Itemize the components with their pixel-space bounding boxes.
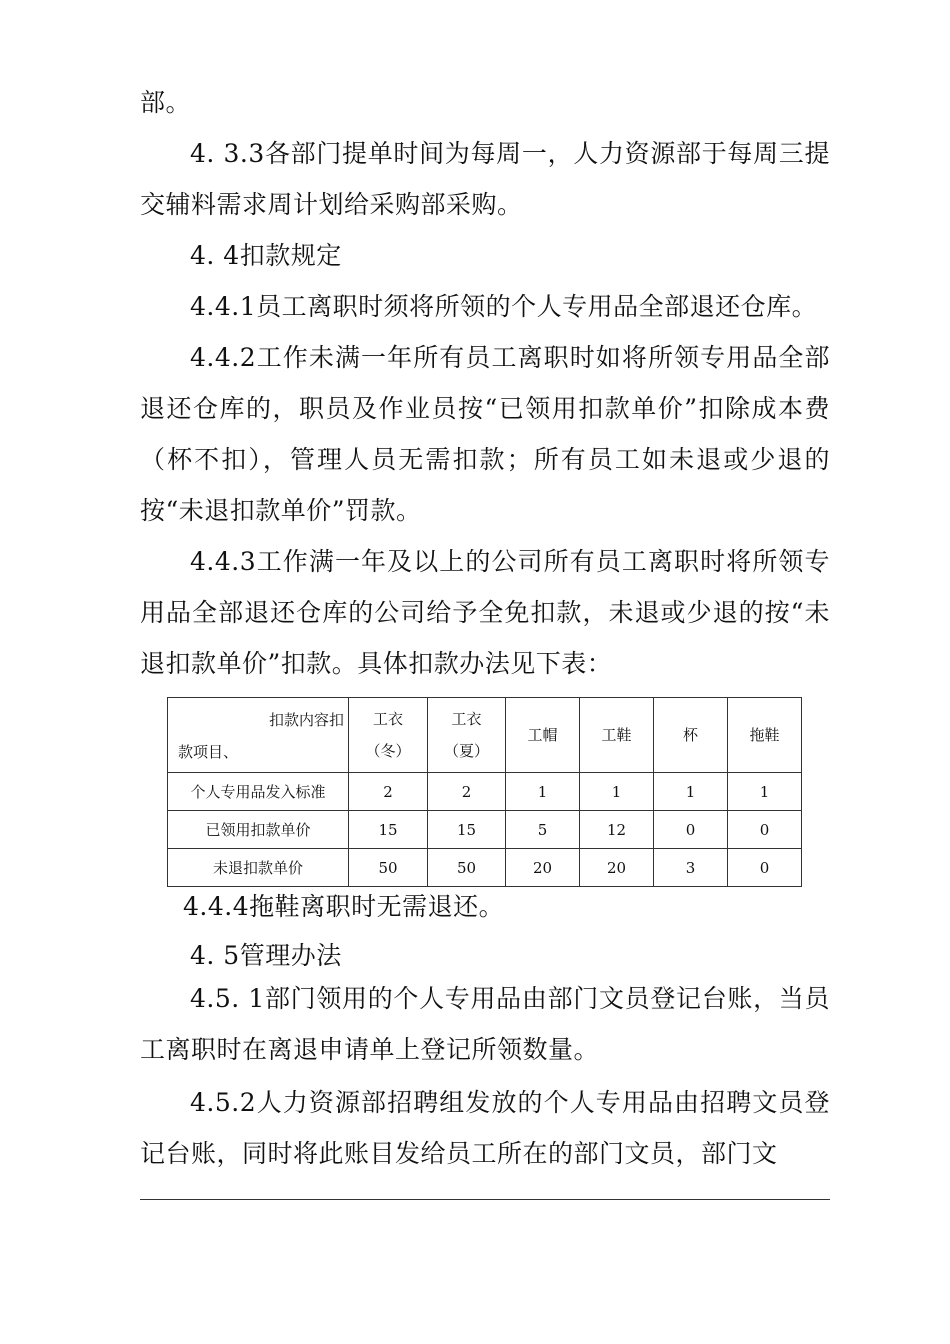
table-header-row — [168, 698, 802, 773]
table-cell: 12 — [580, 811, 654, 849]
table-row — [168, 811, 802, 849]
column-header: 杯 — [654, 698, 728, 773]
column-header: 工鞋 — [580, 698, 654, 773]
table-cell: 1 — [654, 773, 728, 811]
column-header: 工衣 （冬） — [349, 698, 428, 773]
heading-4-5: 4. 5管理办法 — [190, 941, 342, 970]
row-label: 已领用扣款单价 — [168, 811, 349, 849]
table-cell: 15 — [428, 811, 506, 849]
column-header: 工衣 （夏） — [428, 698, 506, 773]
table-row — [168, 773, 802, 811]
table-cell: 2 — [349, 773, 428, 811]
table-cell: 50 — [349, 849, 428, 887]
column-header: 工帽 — [506, 698, 580, 773]
table-cell: 50 — [428, 849, 506, 887]
footer-divider — [140, 1199, 830, 1200]
table-cell: 1 — [580, 773, 654, 811]
paragraph-4-4-3: 4.4.3工作满一年及以上的公司所有员工离职时将所领专用品全部退还仓库的公司给予全免扣款，未退或少退的按“未退扣款单价”扣款。具体扣款办法见下表： — [140, 547, 830, 678]
paragraph-continuation: 部。 — [140, 88, 192, 117]
corner-top-label: 扣款内容扣 — [268, 711, 344, 729]
table-corner-cell — [168, 698, 349, 773]
column-header: 拖鞋 — [728, 698, 802, 773]
row-label: 个人专用品发入标准 — [168, 773, 349, 811]
table-cell: 2 — [428, 773, 506, 811]
paragraph-4-5-1: 4.5. 1部门领用的个人专用品由部门文员登记台账，当员工离职时在离退申请单上登记所领数量。 — [140, 984, 830, 1064]
paragraph-4-4-2: 4.4.2工作未满一年所有员工离职时如将所领专用品全部退还仓库的，职员及作业员按“已领用扣款单价”扣除成本费（杯不扣），管理人员无需扣款；所有员工如未退或少退的按“未退扣款单价”罚款。 — [140, 343, 830, 525]
paragraph-4-5-2: 4.5.2人力资源部招聘组发放的个人专用品由招聘文员登记台账，同时将此账目发给员工所在的部门文员，部门文 — [140, 1088, 830, 1168]
table-cell: 20 — [506, 849, 580, 887]
paragraph-4-3-3: 4. 3.3各部门提单时间为每周一，人力资源部于每周三提交辅料需求周计划给采购部采购。 — [140, 139, 830, 219]
heading-4-4: 4. 4扣款规定 — [190, 241, 342, 270]
table-cell: 3 — [654, 849, 728, 887]
table-cell: 20 — [580, 849, 654, 887]
table-cell: 15 — [349, 811, 428, 849]
table-cell: 5 — [506, 811, 580, 849]
paragraph-4-4-4: 4.4.4拖鞋离职时无需退还。 — [183, 892, 505, 921]
row-label: 未退扣款单价 — [168, 849, 349, 887]
table-cell: 0 — [728, 849, 802, 887]
table-cell: 1 — [506, 773, 580, 811]
corner-bottom-label: 款项目、 — [178, 743, 239, 761]
table-cell: 0 — [654, 811, 728, 849]
table-cell: 0 — [728, 811, 802, 849]
paragraph-4-4-1: 4.4.1员工离职时须将所领的个人专用品全部退还仓库。 — [190, 292, 818, 321]
table-cell: 1 — [728, 773, 802, 811]
deduction-table — [167, 697, 802, 887]
